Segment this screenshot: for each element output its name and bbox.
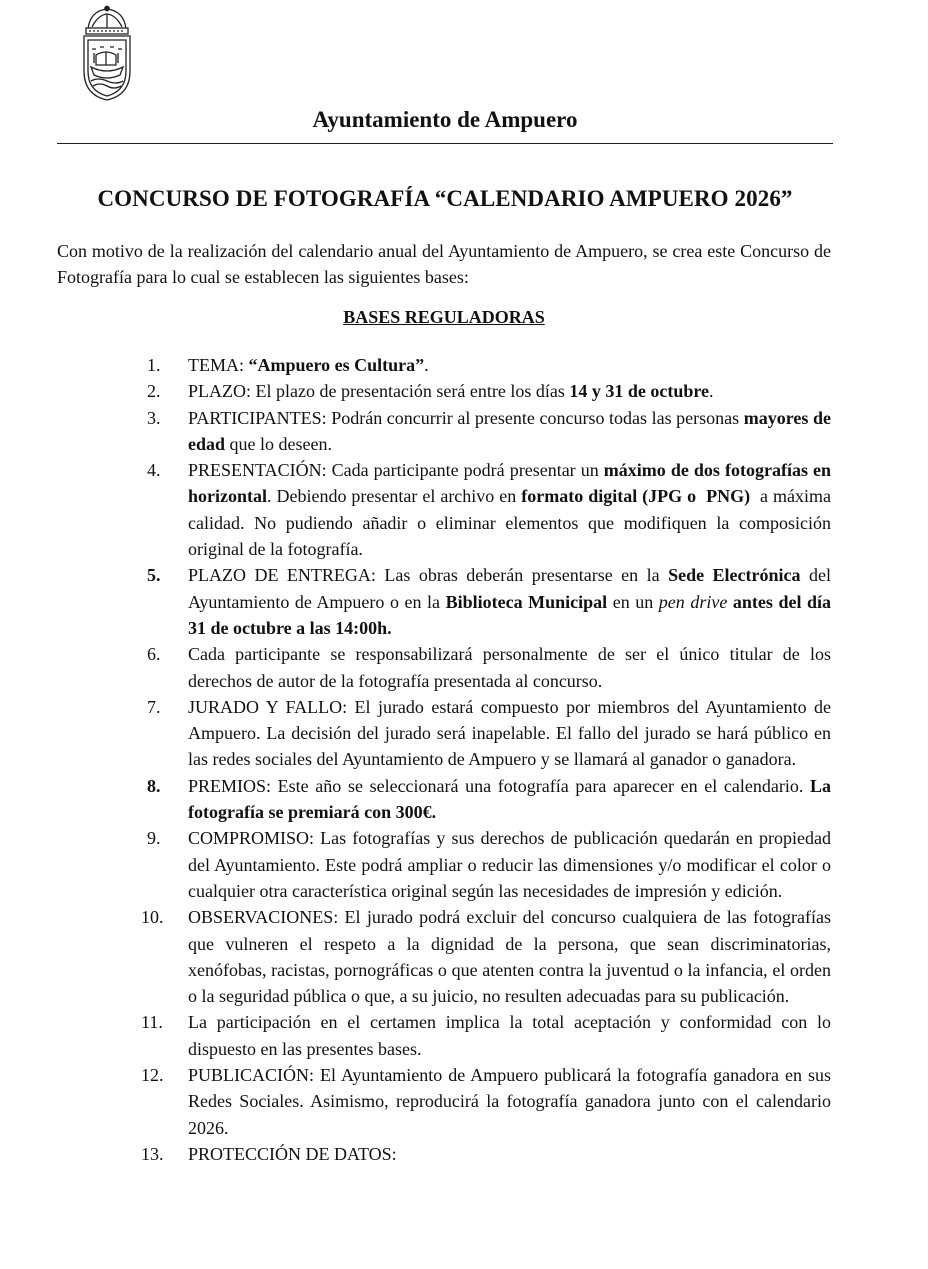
item-bold: formato digital (JPG o PNG) xyxy=(521,486,751,507)
list-item xyxy=(141,1141,831,1167)
item-bold: Biblioteca Municipal xyxy=(445,591,608,612)
item-bold: La fotografía se premiará con 300€. xyxy=(188,775,831,823)
item-text: PLAZO: El plazo de presentación será entre los días xyxy=(188,381,570,402)
item-text: . xyxy=(424,355,429,375)
list-item xyxy=(147,378,831,404)
item-text: TEMA: xyxy=(188,355,249,375)
item-text: a máxima calidad. No pudiendo añadir o eliminar elementos que modifiquen la composición original de la fotografía. xyxy=(188,486,836,560)
item-number: 6. xyxy=(147,644,161,665)
intro-paragraph: Con motivo de la realización del calendario anual del Ayuntamiento de Ampuero, se crea este Concurso de Fotografía para lo cual se establecen las siguientes bases: xyxy=(57,241,831,287)
list-item xyxy=(147,641,831,694)
item-text: Cada participante se responsabilizará personalmente de ser el único titular de los derechos de autor de la fotografía presentada al concurso. xyxy=(188,644,831,691)
item-text: . xyxy=(709,381,714,402)
item-text: en un xyxy=(607,591,659,612)
list-item xyxy=(141,1009,831,1062)
list-item xyxy=(147,405,831,458)
item-text: del Ayuntamiento de Ampuero o en la xyxy=(188,565,831,612)
item-number: 5. xyxy=(147,565,161,586)
item-bold: antes del día 31 de octubre a las 14:00h. xyxy=(188,591,832,638)
item-italic: pen drive xyxy=(658,591,728,612)
list-item xyxy=(147,352,831,378)
item-bold: Sede Electrónica xyxy=(668,565,801,586)
item-text: JURADO Y FALLO: El jurado estará compuesto por miembros del Ayuntamiento de Ampuero. La decisión del jurado será inapelable. El fallo del jurado se hará público en las redes sociales del Ayuntamiento de Ampuero y se llamará al ganador o ganadora. xyxy=(188,696,831,770)
item-number: 9. xyxy=(147,828,161,849)
list-item xyxy=(147,773,831,826)
item-bold: máximo de dos fotografías en horizontal xyxy=(188,460,832,507)
organization-name: Ayuntamiento de Ampuero xyxy=(312,107,578,132)
list-item xyxy=(147,694,831,773)
item-number: 11. xyxy=(141,1012,163,1033)
item-text: PUBLICACIÓN: El Ayuntamiento de Ampuero publicará la fotografía ganadora en sus Redes Sociales. Asimismo, reproducirá la fotografía ganadora junto con el calendario 2026. xyxy=(188,1065,831,1138)
list-item xyxy=(141,1062,831,1141)
item-number: 1. xyxy=(147,355,161,375)
list-item xyxy=(141,904,831,1009)
item-number: 4. xyxy=(147,460,161,481)
item-bold: 14 y 31 de octubre xyxy=(569,381,710,402)
item-number: 3. xyxy=(147,407,161,428)
item-number: 2. xyxy=(147,381,161,402)
item-text: PARTICIPANTES: Podrán concurrir al presente concurso todas las personas xyxy=(188,407,744,428)
item-text: La participación en el certamen implica la total aceptación y conformidad con lo dispuesto en las presentes bases. xyxy=(188,1012,831,1059)
item-text: OBSERVACIONES: El jurado podrá excluir del concurso cualquiera de las fotografías que vulneren el respeto a la dignidad de la persona, que sean discriminatorias, xenófobas, racistas, pornográficas o que atenten contra la juventud o la infancia, el orden o la seguridad pública o que, a su juicio, no resulten adecuadas para su publicación. xyxy=(188,907,831,1007)
item-bold: mayores de edad xyxy=(188,407,832,454)
list-item xyxy=(147,457,836,562)
item-text: que lo deseen. xyxy=(225,433,332,454)
item-number: 10. xyxy=(141,907,164,928)
section-heading: BASES REGULADORAS xyxy=(343,307,545,327)
coat-of-arms-icon xyxy=(78,5,136,103)
item-text: PRESENTACIÓN: Cada participante podrá presentar un xyxy=(188,460,604,481)
item-text: COMPROMISO: Las fotografías y sus derechos de publicación quedarán en propiedad del Ayuntamiento. Este podrá ampliar o reducir las dimensiones y/o modificar el color o cualquier otra característica original según las necesidades de impresión y edición. xyxy=(188,828,831,901)
item-text: PLAZO DE ENTREGA: Las obras deberán presentarse en la xyxy=(188,565,669,586)
header-divider xyxy=(57,143,833,144)
item-number: 12. xyxy=(141,1065,164,1086)
item-text: PREMIOS: Este año se seleccionará una fotografía para aparecer en el calendario. xyxy=(188,775,810,796)
document-title: CONCURSO DE FOTOGRAFÍA “CALENDARIO AMPUERO 2026” xyxy=(97,186,793,211)
list-item xyxy=(147,562,831,641)
list-item xyxy=(147,825,831,904)
item-text: . Debiendo presentar el archivo en xyxy=(267,486,522,507)
item-text: PROTECCIÓN DE DATOS: xyxy=(188,1143,397,1164)
item-bold: “Ampuero es Cultura” xyxy=(248,355,425,375)
item-number: 8. xyxy=(147,775,161,796)
rules-list xyxy=(141,352,836,1167)
item-number: 13. xyxy=(141,1143,164,1164)
item-number: 7. xyxy=(147,696,161,717)
